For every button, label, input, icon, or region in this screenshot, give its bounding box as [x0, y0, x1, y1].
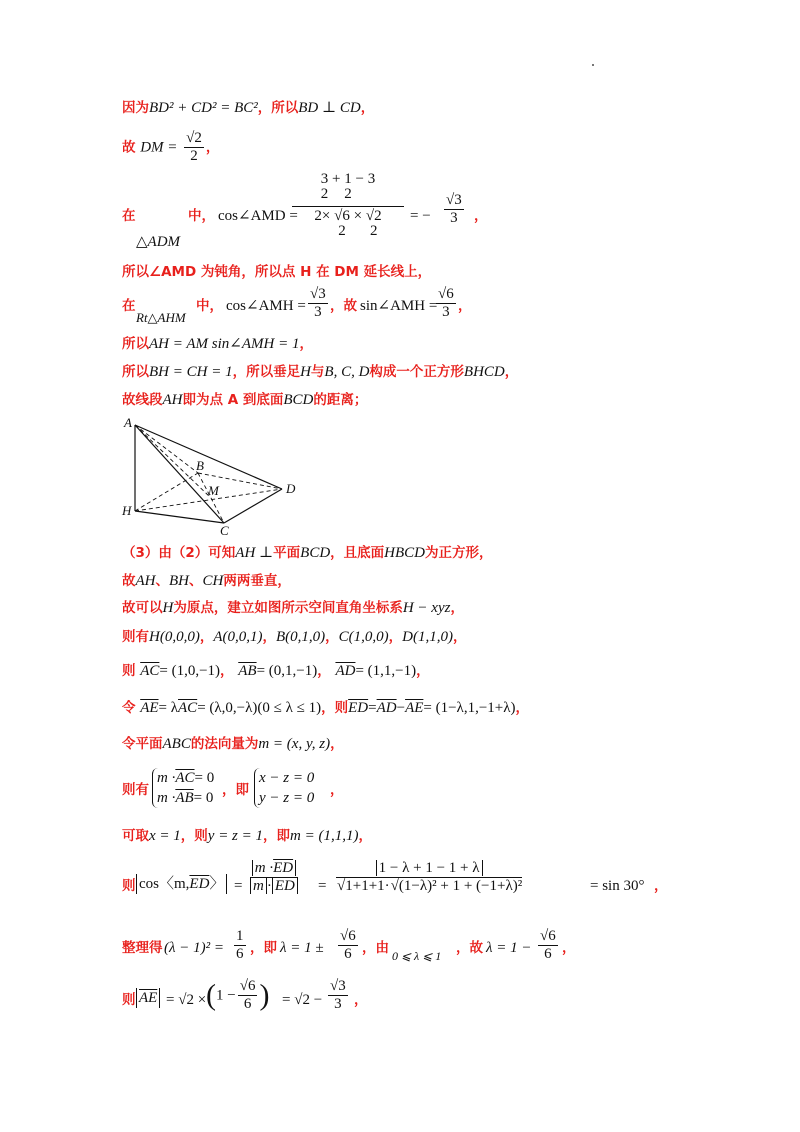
math: =: [234, 878, 243, 894]
math: HBCD: [384, 545, 425, 561]
text: 与: [310, 364, 325, 380]
abs-vector: [136, 988, 160, 1008]
equation-row: y − z = 0: [259, 790, 315, 806]
math: BCD: [300, 545, 331, 561]
text: 、: [155, 573, 169, 589]
line-8: [122, 390, 367, 410]
value: − 3: [355, 171, 376, 187]
math: = (1−λ,1,−1+λ): [423, 700, 516, 716]
value: 3: [320, 171, 329, 187]
text: ，: [317, 663, 331, 679]
value: 2: [369, 223, 378, 239]
math: BH = CH = 1: [149, 364, 233, 380]
fraction: [184, 130, 204, 165]
label-h: H: [122, 503, 132, 518]
line-1: [122, 98, 374, 118]
math: AH ⊥: [235, 545, 274, 561]
text: 、: [189, 573, 203, 589]
text: 故可以: [122, 600, 163, 616]
math: DM =: [140, 139, 178, 156]
value: 2×: [314, 208, 331, 224]
vector: $\overline{AC}$: [140, 663, 160, 679]
numerator: √6: [540, 928, 556, 944]
math: Rt△AHM: [136, 310, 186, 325]
text: 即为点 A 到底面: [182, 392, 284, 408]
system-brace: [152, 768, 214, 808]
text: 的距离；: [313, 392, 368, 408]
vector: $\overline{AE}$: [139, 990, 158, 1006]
math: 0 ⩽ λ ⩽ 1: [392, 949, 442, 963]
numerator: [374, 860, 485, 878]
math: sin∠AMH =: [360, 298, 438, 314]
line-13: [122, 661, 430, 681]
equation-row: x − z = 0: [259, 770, 315, 786]
fraction: [308, 286, 328, 321]
fraction: [328, 978, 348, 1013]
text: ，即: [222, 782, 249, 798]
vector: $\overline{ED}$: [189, 876, 210, 892]
math: BCD: [283, 392, 314, 408]
math: CH: [202, 573, 224, 589]
math: AH = AM sin∠AMH = 1: [149, 336, 300, 352]
math: y = z = 1: [207, 828, 264, 844]
math: BHCD: [463, 364, 505, 380]
denominator: 6: [544, 946, 552, 962]
text: ，: [452, 629, 467, 645]
numerator: √2: [186, 130, 202, 146]
math: = (λ,0,−λ)(0 ≤ λ ≤ 1): [197, 700, 322, 716]
paren-group: (1 − $\frac{√6}{6}$ ): [206, 978, 270, 1012]
text: ，即: [263, 828, 291, 844]
math: 〉: [209, 876, 225, 892]
line-15: [122, 734, 344, 754]
text: ，: [262, 629, 276, 645]
math: BH: [169, 573, 189, 589]
line-2: [122, 130, 219, 165]
text: ，: [504, 364, 519, 380]
math: BD ⊥ CD: [298, 100, 361, 116]
line-9: [122, 543, 493, 563]
vector: $\overline{ED}$: [273, 860, 294, 876]
vector: $\overline{AC}$: [175, 770, 195, 786]
math: λ = 1 −: [486, 940, 532, 956]
text: 的法向量为: [190, 736, 259, 752]
text: ，: [330, 736, 344, 752]
text: ，: [354, 992, 368, 1008]
text: 可取: [122, 828, 149, 844]
text: 两两垂直，: [223, 573, 291, 589]
text: 则有: [122, 629, 149, 645]
text: ，: [458, 298, 472, 314]
denominator: 2: [190, 148, 198, 164]
value: √6: [334, 208, 350, 224]
label-b: B: [196, 458, 204, 473]
label-a: A: [124, 415, 132, 430]
text: ，: [325, 629, 339, 645]
system-brace: [254, 768, 314, 808]
numerator: √3: [310, 286, 326, 302]
denominator: [248, 878, 300, 895]
line-10: [122, 571, 291, 591]
line-4: [122, 262, 431, 282]
math: ·: [266, 878, 272, 894]
math: x = 1: [149, 828, 181, 844]
math: 1 −: [216, 987, 236, 1004]
text: 则: [122, 663, 136, 679]
line-7: [122, 362, 518, 382]
text: ，: [388, 629, 403, 645]
text: ，: [474, 208, 488, 224]
abs-cos: [136, 874, 227, 894]
numerator: √3: [330, 978, 346, 994]
denominator: √1+1+1·√(1−λ)² + 1 + (−1+λ)²: [337, 878, 523, 894]
compound-fraction: [292, 172, 404, 239]
vector: $\overline{AD}$: [376, 700, 397, 716]
math: m ·: [254, 860, 274, 876]
point: D(1,1,0): [402, 629, 453, 645]
line-12: [122, 627, 466, 647]
math: cos〈m,: [139, 876, 190, 892]
text: ，所以垂足: [232, 364, 301, 380]
vector: $\overline{AB}$: [238, 663, 257, 679]
math: m = (x, y, z): [258, 736, 331, 752]
text: ，故: [330, 298, 357, 314]
text: ，: [654, 878, 668, 894]
denominator: 6: [243, 996, 252, 1012]
text: ，: [358, 828, 372, 844]
math: = √2 ×: [166, 992, 207, 1008]
math: H − xyz: [402, 600, 451, 616]
vector: $\overline{AB}$: [175, 790, 194, 806]
text: 故: [122, 139, 136, 156]
math: 1 − λ + 1 − 1 + λ: [376, 860, 483, 876]
text: 平面: [273, 545, 301, 561]
edge-cd: [224, 489, 282, 523]
numerator: 3 2 + 1 2 − 3: [320, 171, 376, 202]
text: ，: [562, 940, 576, 956]
line-6: [122, 334, 313, 354]
value: 2: [344, 186, 352, 202]
text: 所以: [122, 336, 149, 352]
math: 1+1+1: [345, 878, 385, 894]
math: H: [162, 600, 174, 616]
text: ，则: [180, 828, 208, 844]
text: ，: [450, 600, 464, 616]
text: 整理得: [122, 940, 163, 956]
math: =: [318, 878, 327, 894]
text: ，: [205, 139, 220, 156]
line-11: [122, 598, 464, 618]
vector: $\overline{AE}$: [140, 700, 159, 716]
numerator: √6: [340, 928, 356, 944]
math: = 0: [193, 790, 214, 806]
text: ，: [220, 663, 234, 679]
pyramid-figure: [120, 415, 320, 537]
denominator: 6: [344, 946, 352, 962]
math: = (1,1,−1): [355, 663, 417, 679]
math: cos∠AMH =: [226, 298, 306, 314]
line-14: [122, 698, 529, 718]
value: ×: [353, 208, 363, 224]
denominator: 3: [450, 210, 458, 226]
vector: $\overline{ED}$: [274, 878, 295, 894]
text: 构成一个正方形: [369, 364, 464, 380]
point: C(1,0,0): [338, 629, 389, 645]
fraction: [436, 286, 456, 321]
text: 在: [122, 298, 136, 314]
vector: $\overline{ED}$: [348, 700, 369, 716]
point: H(0,0,0): [149, 629, 200, 645]
text: 中，: [196, 298, 223, 314]
edge-ab: [135, 425, 198, 473]
equation-row: [157, 768, 214, 788]
denominator: 6: [236, 946, 244, 962]
text: ，: [299, 336, 313, 352]
text: 则: [122, 992, 136, 1008]
math: m = (1,1,1): [290, 828, 359, 844]
text: ，由: [362, 940, 389, 956]
numerator: √3: [446, 192, 462, 208]
text: ，则: [321, 700, 349, 716]
math: cos∠AMD =: [218, 208, 298, 224]
line-17: [122, 826, 372, 846]
edge-hc: [135, 511, 224, 523]
label-m: M: [208, 483, 219, 498]
label-c: C: [220, 523, 229, 537]
text: ，且底面: [330, 545, 385, 561]
equation-row: [157, 788, 214, 808]
fraction: [234, 928, 246, 963]
math: m: [250, 878, 267, 894]
edge-ac: [135, 425, 224, 523]
vector: $\overline{AD}$: [335, 663, 356, 679]
math: = −: [410, 208, 431, 224]
math: AH: [135, 573, 156, 589]
fraction: [334, 860, 524, 895]
denominator: 3: [442, 304, 450, 320]
denominator: 3: [314, 304, 322, 320]
text: ，: [199, 629, 214, 645]
math: m ·: [157, 770, 176, 786]
math: = (0,1,−1): [256, 663, 318, 679]
text: 则有: [122, 782, 149, 798]
value: √2: [365, 208, 382, 224]
value: 2: [320, 186, 329, 202]
text: 在: [122, 208, 136, 224]
text: 故: [122, 573, 136, 589]
fraction: [248, 860, 300, 895]
denominator: 3: [334, 996, 342, 1012]
math: ABC: [162, 736, 191, 752]
text: （3）由（2）可知: [122, 545, 236, 561]
denominator: [292, 206, 404, 239]
math: (1−λ)² + 1 + (−1+λ)²: [398, 878, 523, 894]
text: 故线段: [122, 392, 163, 408]
edge-hb: [135, 473, 198, 511]
text: 为原点，建立如图所示空间直角坐标系: [173, 600, 403, 616]
math: = λ: [158, 700, 179, 716]
text: ，: [515, 700, 530, 716]
math: m ·: [157, 790, 176, 806]
value: 2: [338, 223, 346, 239]
math: AH: [162, 392, 183, 408]
text: 因为: [122, 100, 149, 116]
math: =: [368, 700, 377, 716]
math: = √2 −: [282, 992, 323, 1008]
math: △ADM: [136, 234, 181, 250]
math: B, C, D: [324, 364, 370, 380]
text: ，所以: [257, 100, 299, 116]
numerator: [250, 860, 298, 878]
fraction: [538, 928, 558, 963]
point: A(0,0,1): [213, 629, 263, 645]
numerator: 1: [236, 928, 244, 944]
math: ·: [384, 878, 390, 894]
point: B(0,1,0): [275, 629, 326, 645]
math: λ = 1 ±: [280, 940, 324, 956]
text: ，: [416, 663, 430, 679]
math: = (1,0,−1): [159, 663, 221, 679]
numerator: √6: [438, 286, 454, 302]
math: −: [396, 700, 406, 716]
text: 所以∠AMD 为钝角，所以点 H 在 DM 延长线上，: [122, 264, 432, 280]
text: 令: [122, 700, 136, 716]
fraction: [338, 928, 358, 963]
text: 所以: [122, 364, 149, 380]
value: 1: [344, 171, 352, 187]
fraction: [444, 192, 464, 227]
numerator: √6: [239, 978, 256, 994]
text: ，即: [250, 940, 277, 956]
math: BD² + CD² = BC²: [149, 100, 258, 116]
text: 中，: [188, 208, 215, 224]
text: ，: [330, 782, 344, 798]
text: ，: [360, 100, 375, 116]
math: H: [300, 364, 311, 380]
label-d: D: [286, 481, 296, 496]
math: = sin 30°: [590, 878, 645, 894]
math: (λ − 1)² =: [164, 940, 224, 956]
vector: $\overline{AE}$: [405, 700, 424, 716]
text: 则: [122, 878, 136, 894]
text: 令平面: [122, 736, 163, 752]
edge-ad: [135, 425, 282, 489]
text: 为正方形，: [425, 545, 493, 561]
page-dot: [592, 64, 594, 66]
text: ，故: [456, 940, 483, 956]
math: = 0: [194, 770, 215, 786]
vector: $\overline{AC}$: [178, 700, 198, 716]
